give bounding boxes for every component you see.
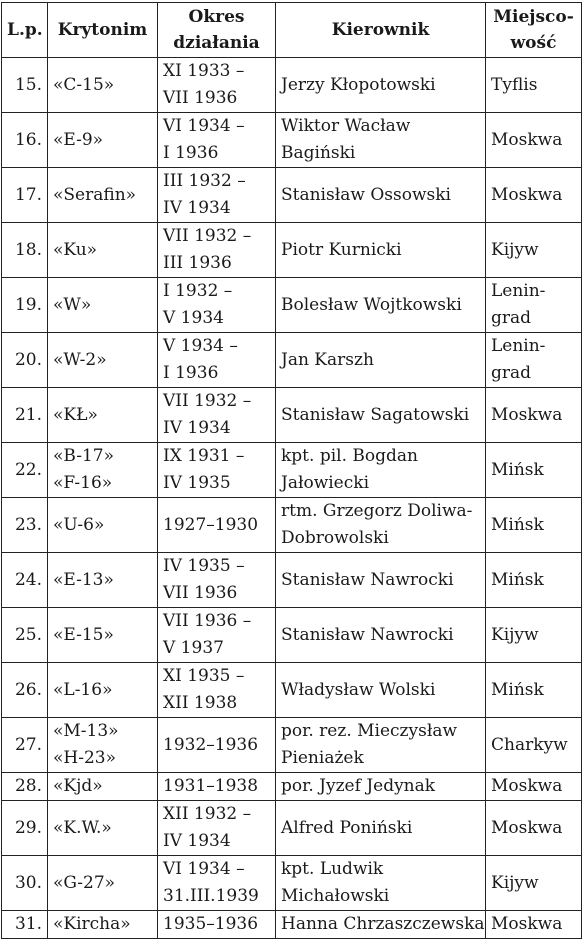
row-number: 16.: [2, 113, 48, 168]
table-row: [2, 333, 582, 388]
okres-line: VI 1934 –: [163, 859, 245, 879]
krytonim-line: «Kjd»: [53, 776, 103, 796]
okres-line: IV 1935: [163, 473, 231, 493]
krytonim-line: «C-15»: [53, 74, 115, 95]
row-number: 27.: [2, 718, 48, 773]
okres-line: I 1936: [163, 143, 219, 163]
table-row: [2, 911, 582, 939]
cell-krytonim: [48, 498, 158, 553]
cell-miejsce: [486, 856, 582, 911]
table-row: [2, 801, 582, 856]
cell-kierownik: [276, 278, 486, 333]
cell-krytonim: [48, 773, 158, 801]
krytonim-line: «W»: [53, 294, 92, 315]
kierownik-line: Jan Karszh: [281, 349, 374, 370]
okres-line: VII 1932 –: [163, 391, 252, 411]
cell-okres: [158, 168, 276, 223]
cell-miejsce: [486, 333, 582, 388]
cell-krytonim: [48, 718, 158, 773]
okres-line: VII 1936: [163, 583, 238, 603]
cell-miejsce: [486, 388, 582, 443]
cell-kierownik: [276, 608, 486, 663]
cell-krytonim: [48, 553, 158, 608]
table-row: [2, 278, 582, 333]
cell-okres: [158, 113, 276, 168]
miejsce-line: grad: [491, 363, 532, 383]
cell-miejsce: [486, 278, 582, 333]
kierownik-line: Dobrowolski: [281, 528, 389, 548]
cell-kierownik: [276, 58, 486, 113]
cell-miejsce: [486, 58, 582, 113]
table-row: [2, 608, 582, 663]
table-row: [2, 168, 582, 223]
miejsce-line: Moskwa: [491, 129, 563, 150]
cell-kierownik: [276, 113, 486, 168]
header-miejscowosc: [486, 3, 582, 58]
kierownik-line: Jerzy Kłopotowski: [281, 74, 436, 95]
row-number: 25.: [2, 608, 48, 663]
cell-kierownik: [276, 388, 486, 443]
table-row: [2, 388, 582, 443]
cell-kierownik: [276, 553, 486, 608]
row-number: 19.: [2, 278, 48, 333]
krytonim-line: «B-17»: [53, 446, 114, 466]
table-row: [2, 58, 582, 113]
cell-krytonim: [48, 168, 158, 223]
cell-krytonim: [48, 443, 158, 498]
cell-krytonim: [48, 223, 158, 278]
miejsce-line: Moskwa: [491, 776, 563, 796]
kierownik-line: Stanisław Ossowski: [281, 184, 451, 205]
kierownik-line: kpt. Ludwik: [281, 859, 384, 879]
cell-krytonim: [48, 856, 158, 911]
row-number: 31.: [2, 911, 48, 939]
table-row: [2, 223, 582, 278]
miejsce-line: Mińsk: [491, 679, 544, 700]
table-row: [2, 663, 582, 718]
krytonim-line: «U-6»: [53, 514, 105, 535]
cell-miejsce: [486, 911, 582, 939]
header-okres-line-2: działania: [173, 33, 260, 53]
krytonim-line: «H-23»: [53, 748, 117, 768]
miejsce-line: Kijyw: [491, 239, 539, 260]
kierownik-line: Michałowski: [281, 886, 390, 906]
cell-miejsce: [486, 718, 582, 773]
kierownik-line: Stanisław Nawrocki: [281, 624, 454, 645]
row-number: 17.: [2, 168, 48, 223]
krytonim-line: «F-16»: [53, 473, 113, 493]
table-row: [2, 443, 582, 498]
okres-line: XII 1932 –: [163, 804, 252, 824]
cell-miejsce: [486, 113, 582, 168]
cell-krytonim: [48, 608, 158, 663]
kierownik-line: Stanisław Sagatowski: [281, 404, 470, 425]
cell-kierownik: [276, 223, 486, 278]
kierownik-line: rtm. Grzegorz Doliwa-: [281, 501, 473, 521]
miejsce-line: Kijyw: [491, 624, 539, 645]
cell-miejsce: [486, 801, 582, 856]
okres-line: VII 1932 –: [163, 226, 252, 246]
krytonim-line: «KŁ»: [53, 404, 98, 425]
okres-line: 1931–1938: [163, 776, 259, 796]
row-number: 24.: [2, 553, 48, 608]
kierownik-line: Piotr Kurnicki: [281, 239, 402, 260]
okres-line: 1932–1936: [163, 734, 259, 755]
table-row: [2, 856, 582, 911]
kierownik-line: Władysław Wolski: [281, 679, 436, 700]
krytonim-line: «Serafin»: [53, 184, 137, 205]
cell-krytonim: [48, 113, 158, 168]
table-row: [2, 498, 582, 553]
cell-okres: [158, 498, 276, 553]
miejsce-line: Tyflis: [491, 74, 538, 95]
kierownik-line: por. rez. Mieczysław: [281, 721, 458, 741]
cell-miejsce: [486, 663, 582, 718]
cell-krytonim: [48, 333, 158, 388]
okres-line: XI 1935 –: [163, 666, 245, 686]
okres-line: 1935–1936: [163, 914, 259, 934]
miejsce-line: Mińsk: [491, 569, 544, 590]
okres-line: IV 1934: [163, 418, 231, 438]
cell-krytonim: [48, 388, 158, 443]
cell-okres: [158, 333, 276, 388]
cell-okres: [158, 773, 276, 801]
cell-okres: [158, 443, 276, 498]
okres-line: XI 1933 –: [163, 61, 245, 81]
okres-line: IV 1934: [163, 198, 231, 218]
okres-line: III 1932 –: [163, 171, 246, 191]
kierownik-line: Hanna Chrzaszczewska: [281, 914, 485, 934]
cell-krytonim: [48, 801, 158, 856]
cell-miejsce: [486, 608, 582, 663]
okres-line: IV 1934: [163, 831, 231, 851]
kierownik-line: Bolesław Wojtkowski: [281, 294, 462, 315]
cell-miejsce: [486, 553, 582, 608]
miejsce-line: Kijyw: [491, 872, 539, 893]
kierownik-line: Alfred Poniński: [281, 817, 413, 838]
okres-line: V 1934: [163, 308, 224, 328]
cell-kierownik: [276, 801, 486, 856]
agency-table: [1, 2, 582, 939]
header-okres: [158, 3, 276, 58]
cell-okres: [158, 223, 276, 278]
okres-line: I 1936: [163, 363, 219, 383]
miejsce-line: Moskwa: [491, 914, 563, 934]
krytonim-line: «E-13»: [53, 569, 114, 590]
miejsce-line: Moskwa: [491, 404, 563, 425]
header-miejsce-line-2: wość: [510, 33, 557, 53]
krytonim-line: «M-13»: [53, 721, 119, 741]
cell-kierownik: [276, 773, 486, 801]
header-miejsce-line-1: Miejsco-: [493, 7, 574, 27]
cell-kierownik: [276, 443, 486, 498]
header-row: [2, 3, 582, 58]
cell-okres: [158, 663, 276, 718]
header-kierownik: Kierownik: [276, 3, 486, 58]
cell-krytonim: [48, 663, 158, 718]
cell-kierownik: [276, 663, 486, 718]
table-row: [2, 773, 582, 801]
row-number: 23.: [2, 498, 48, 553]
table-row: [2, 718, 582, 773]
row-number: 21.: [2, 388, 48, 443]
cell-okres: [158, 718, 276, 773]
cell-miejsce: [486, 498, 582, 553]
krytonim-line: «W-2»: [53, 349, 107, 370]
kierownik-line: Wiktor Wacław: [281, 116, 411, 136]
okres-line: I 1932 –: [163, 281, 233, 301]
kierownik-line: por. Jyzef Jedynak: [281, 776, 436, 796]
cell-okres: [158, 278, 276, 333]
cell-okres: [158, 58, 276, 113]
okres-line: 1927–1930: [163, 514, 259, 535]
cell-krytonim: [48, 58, 158, 113]
cell-miejsce: [486, 223, 582, 278]
row-number: 18.: [2, 223, 48, 278]
kierownik-line: Bagiński: [281, 143, 356, 163]
row-number: 28.: [2, 773, 48, 801]
okres-line: VII 1936: [163, 88, 238, 108]
row-number: 15.: [2, 58, 48, 113]
krytonim-line: «L-16»: [53, 679, 113, 700]
miejsce-line: Lenin-: [491, 336, 546, 356]
cell-kierownik: [276, 168, 486, 223]
cell-kierownik: [276, 911, 486, 939]
miejsce-line: Lenin-: [491, 281, 546, 301]
okres-line: III 1936: [163, 253, 232, 273]
miejsce-line: Moskwa: [491, 817, 563, 838]
cell-kierownik: [276, 333, 486, 388]
okres-line: XII 1938: [163, 693, 238, 713]
table-row: [2, 113, 582, 168]
cell-kierownik: [276, 856, 486, 911]
cell-okres: [158, 608, 276, 663]
krytonim-line: «E-15»: [53, 624, 114, 645]
cell-kierownik: [276, 718, 486, 773]
table-row: [2, 553, 582, 608]
okres-line: IV 1935 –: [163, 556, 245, 576]
cell-miejsce: [486, 168, 582, 223]
cell-miejsce: [486, 773, 582, 801]
miejsce-line: Mińsk: [491, 514, 544, 535]
okres-line: VII 1936 –: [163, 611, 252, 631]
cell-okres: [158, 801, 276, 856]
miejsce-line: grad: [491, 308, 532, 328]
cell-okres: [158, 856, 276, 911]
okres-line: V 1937: [163, 638, 224, 658]
okres-line: V 1934 –: [163, 336, 238, 356]
krytonim-line: «G-27»: [53, 872, 116, 893]
row-number: 22.: [2, 443, 48, 498]
cell-kierownik: [276, 498, 486, 553]
header-krytonim: Krytonim: [48, 3, 158, 58]
row-number: 29.: [2, 801, 48, 856]
row-number: 20.: [2, 333, 48, 388]
miejsce-line: Mińsk: [491, 459, 544, 480]
header-lp: L.p.: [2, 3, 48, 58]
row-number: 26.: [2, 663, 48, 718]
kierownik-line: kpt. pil. Bogdan: [281, 446, 418, 466]
krytonim-line: «K.W.»: [53, 817, 112, 838]
row-number: 30.: [2, 856, 48, 911]
okres-line: 31.III.1939: [163, 886, 259, 906]
kierownik-line: Jałowiecki: [281, 473, 370, 493]
kierownik-line: Stanisław Nawrocki: [281, 569, 454, 590]
miejsce-line: Charkyw: [491, 734, 568, 755]
okres-line: IX 1931 –: [163, 446, 245, 466]
cell-miejsce: [486, 443, 582, 498]
kierownik-line: Pieniażek: [281, 748, 364, 768]
cell-krytonim: [48, 911, 158, 939]
krytonim-line: «Ku»: [53, 239, 98, 260]
okres-line: VI 1934 –: [163, 116, 245, 136]
header-okres-line-1: Okres: [188, 7, 245, 27]
krytonim-line: «E-9»: [53, 129, 104, 150]
cell-okres: [158, 388, 276, 443]
miejsce-line: Moskwa: [491, 184, 563, 205]
cell-okres: [158, 553, 276, 608]
krytonim-line: «Kircha»: [53, 914, 131, 934]
cell-krytonim: [48, 278, 158, 333]
cell-okres: [158, 911, 276, 939]
